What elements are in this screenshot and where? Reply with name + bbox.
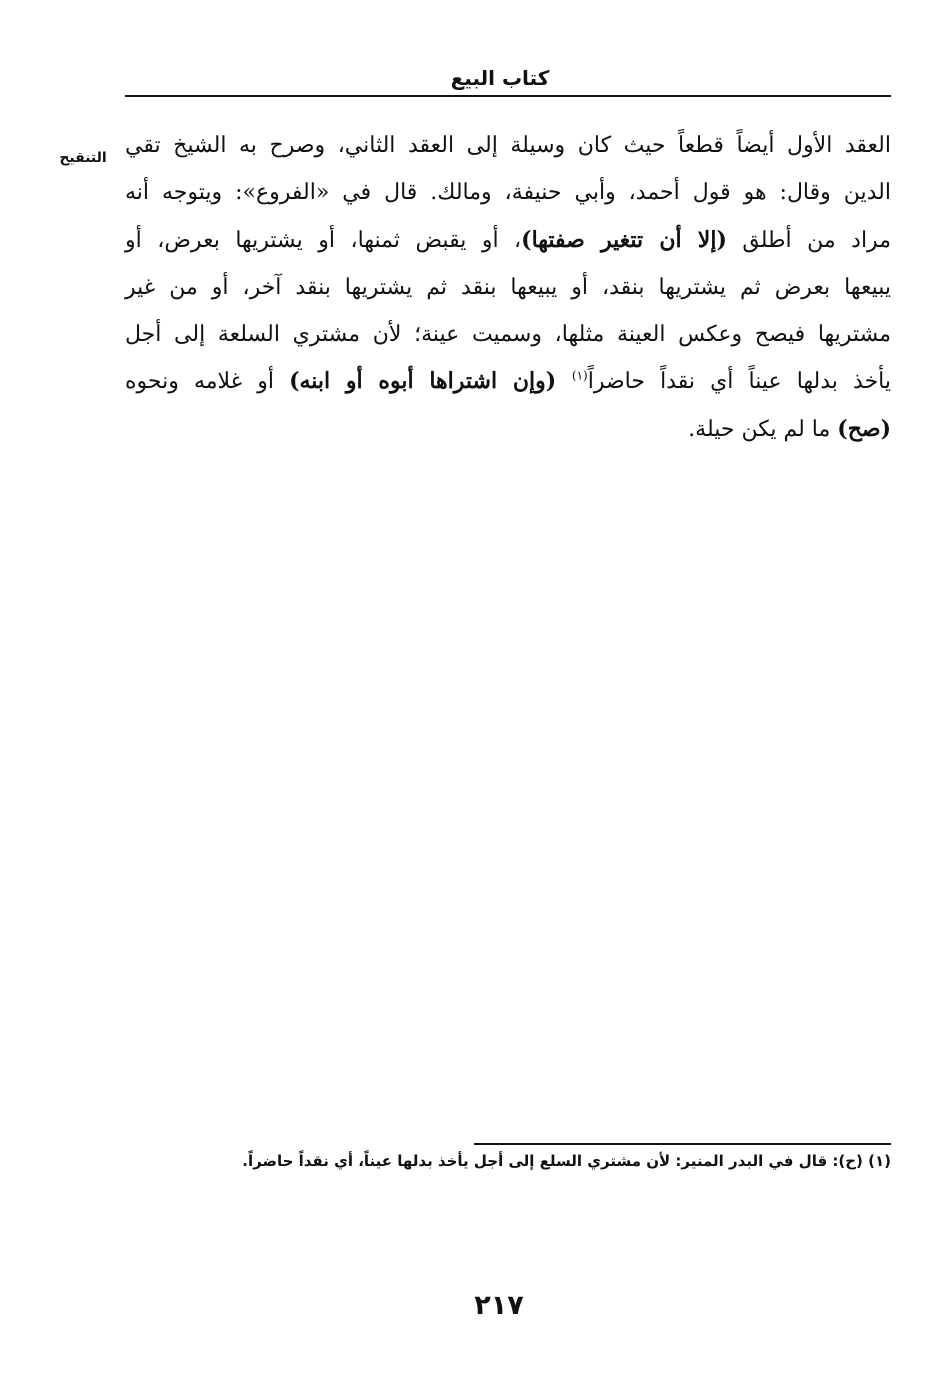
footnote-rule — [474, 1143, 891, 1145]
text-line-3 — [125, 217, 891, 264]
footnote-reference: (١) — [571, 369, 588, 384]
text-segment: ، أو يقبض ثمنها، أو يشتريها بعرض، أو — [125, 227, 522, 253]
text-line-4: يبيعها بعرض ثم يشتريها بنقد، أو يبيعها بنقد ثم يشتريها بنقد آخر، أو من غير — [125, 274, 891, 300]
text-segment: ما لم يكن حيلة. — [688, 416, 838, 442]
main-text — [125, 122, 891, 453]
margin-note: التنقيح — [59, 150, 107, 166]
text-line-1: العقد الأول أيضاً قطعاً حيث كان وسيلة إلى العقد الثاني، وصرح به الشيخ تقي — [125, 133, 891, 158]
header-rule — [125, 95, 891, 97]
matn-quote: (إلا أن تتغير صفتها) — [521, 226, 727, 253]
footnote-1: (١) (ح): قال في البدر المنير: لأن مشتري السلع إلى أجل يأخذ بدلها عيناً، أي نقداً حاضراً. — [242, 1152, 891, 1170]
page-number: ٢١٧ — [474, 1290, 524, 1321]
text-line-5: مشتريها فيصح وعكس العينة مثلها، وسميت عينة؛ لأن مشتري السلعة إلى أجل — [125, 322, 891, 348]
text-line-7 — [125, 406, 891, 453]
text-segment: يأخذ بدلها عيناً أي نقداً حاضراً — [587, 369, 892, 395]
matn-quote: (صح) — [837, 415, 891, 442]
text-line-2: الدين وقال: هو قول أحمد، وأبي حنيفة، ومالك. قال في «الفروع»: ويتوجه أنه — [125, 180, 891, 206]
matn-quote: (وإن اشتراها أبوه أو ابنه) — [289, 368, 572, 395]
text-segment: مراد من أطلق — [726, 227, 891, 253]
text-line-6 — [125, 358, 891, 405]
running-title: كتاب البيع — [450, 66, 550, 90]
text-segment: أو غلامه ونحوه — [125, 369, 290, 395]
